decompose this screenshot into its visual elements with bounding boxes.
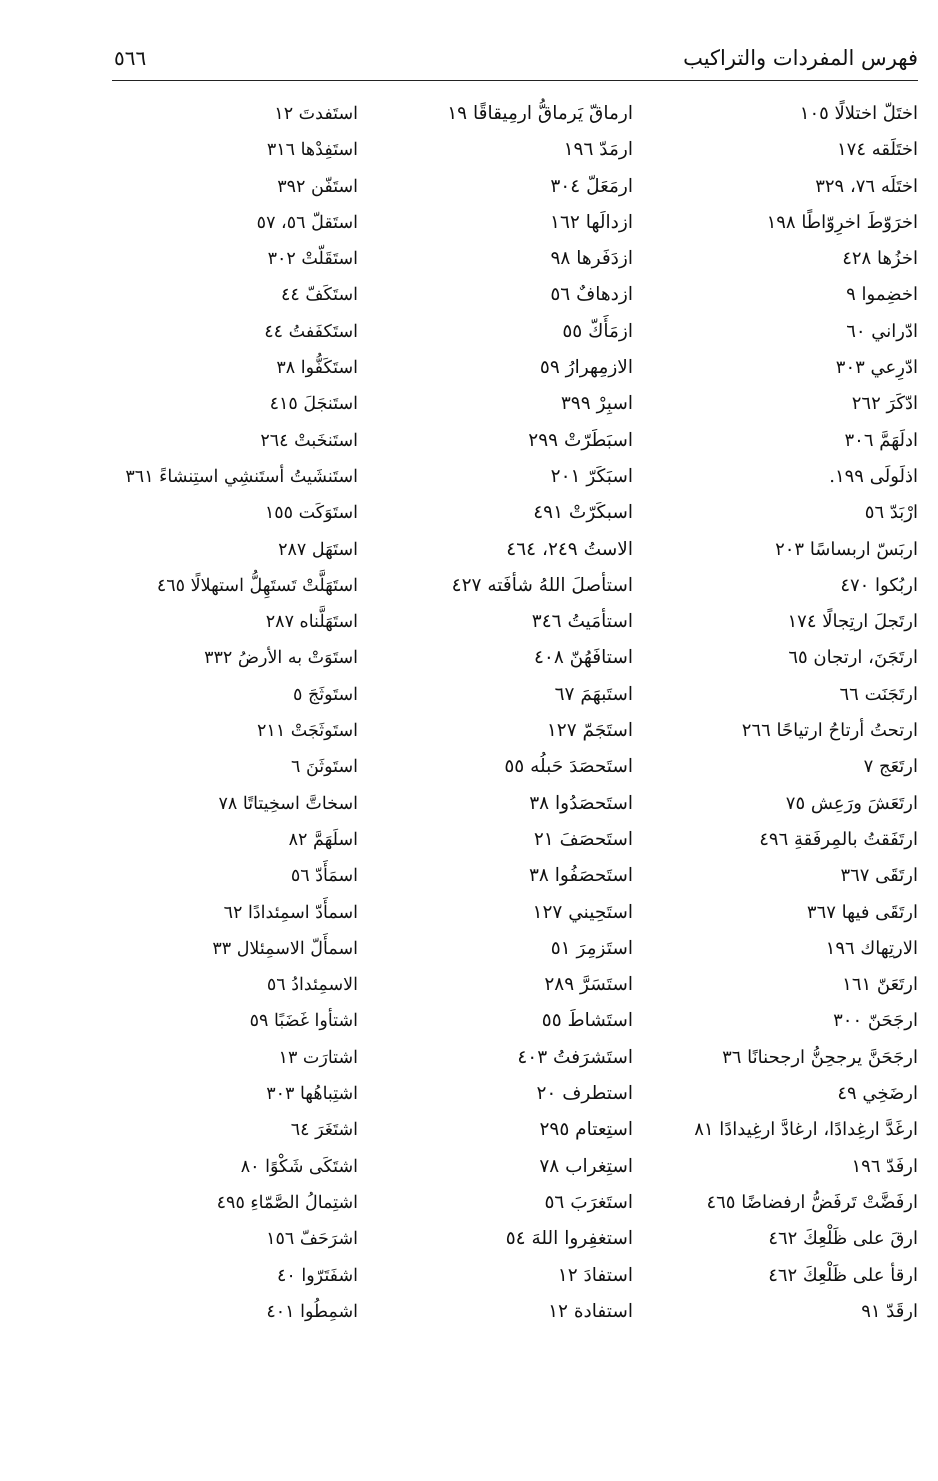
index-entry: اسبَطَرّتْ ٢٩٩ <box>528 429 633 451</box>
index-entry: ارتَعَج ٧ <box>863 756 918 778</box>
index-entry: ارتَعَنّ ١٦١ <box>842 974 918 996</box>
column-right <box>678 96 918 1330</box>
index-entry: اخزُها ٤٢٨ <box>842 248 918 270</box>
index-entry: ارضَخِي ٤٩ <box>837 1083 918 1105</box>
index-entry: استَحصَدُوا ٣٨ <box>529 792 633 814</box>
index-entry: اشتَغَرَ ٦٤ <box>290 1120 358 1141</box>
index-entry: استَشاطَ ٥٥ <box>541 1010 633 1032</box>
index-entry: استَوثَنَ ٦ <box>290 757 358 778</box>
index-entry: استَنخَبتْ ٢٦٤ <box>260 430 358 451</box>
index-entry: استَنجَلَ ٤١٥ <box>269 394 358 415</box>
index-entry: ارفَضَّتْ تَرفَضُّ ارفضاضًا ٤٦٥ <box>706 1191 918 1213</box>
index-entry: اسلَهَمَّ ٨٢ <box>288 829 358 850</box>
index-entry: اسبكَرّتْ ٤٩١ <box>533 502 633 524</box>
index-entry: استَكفَفتُ ٤٤ <box>264 321 358 342</box>
index-entry: ادلَهَمَّ ٣٠٦ <box>844 429 918 451</box>
index-entry: ارتَجلَ ارتِجالًا ١٧٤ <box>787 611 918 633</box>
index-entry: ارمَدّ ١٩٦ <box>563 139 633 161</box>
index-entry: اختَلَه ٧٦، ٣٢٩ <box>815 175 918 197</box>
index-entry: اشتأوا غَضَبًا ٥٩ <box>249 1011 358 1032</box>
index-entry: استفادة ١٢ <box>548 1300 633 1322</box>
index-entry: استَهَلَّتْ تَستَهِلُّ استهلالًا ٤٦٥ <box>156 575 358 596</box>
index-entry: ارغَدَّ ارغِدادًا، ارغادَّ ارغِيدادًا ٨١ <box>694 1119 918 1141</box>
index-columns <box>110 96 918 1326</box>
index-entry: استأمَيتُ ٣٤٦ <box>531 611 633 633</box>
index-entry: استَنشَيتُ أستَنشِي استِنشاءً ٣٦١ <box>125 466 358 487</box>
index-entry: استَقَلّتْ ٣٠٢ <box>267 249 358 270</box>
index-entry: ازدالَها ١٦٢ <box>550 211 633 233</box>
index-entry: اربَسّ اربساسًا ٢٠٣ <box>775 538 918 560</box>
index-entry: اسبَكَرّ ٢٠١ <box>550 465 633 487</box>
index-entry: اخضِموا ٩ <box>846 284 918 306</box>
index-entry: اسمَأَدّ ٥٦ <box>290 866 358 887</box>
index-entry: اشفَتَرّوا ٤٠ <box>276 1265 358 1286</box>
index-entry: ارجَحَنَّ يرجحِنُّ ارجحنانًا ٣٦ <box>722 1046 918 1068</box>
index-entry: الارتِهاك ١٩٦ <box>825 937 918 959</box>
index-entry: اختَلّ اختلالًا ١٠٥ <box>799 103 918 124</box>
index-entry: ازمَأَكّ ٥٥ <box>562 320 633 342</box>
index-entry: استَفِدْها ٣١٦ <box>266 140 358 161</box>
index-entry: ارقأ على ظَلْعِكَ ٤٦٢ <box>768 1264 918 1286</box>
index-entry: ارجَحَنّ ٣٠٠ <box>833 1010 918 1032</box>
index-entry: استِغراب ٧٨ <box>539 1155 633 1177</box>
index-entry: اشتَكَى شَكْوًا ٨٠ <box>240 1156 358 1177</box>
index-entry: الاسمِئدادُ ٥٦ <box>266 975 358 996</box>
index-entry: اذلَولَى ١٩٩. <box>829 465 918 487</box>
index-entry: اسمأَدّ اسمِئدادًا ٦٢ <box>223 902 358 923</box>
index-entry: استَجَمّ ١٢٧ <box>546 720 633 742</box>
index-entry: ازدَفَرها ٩٨ <box>550 248 633 270</box>
index-entry: استغفِروا اللهَ ٥٤ <box>505 1228 633 1250</box>
column-left <box>108 96 358 1330</box>
index-entry: اشتِباهُها ٣٠٣ <box>266 1084 358 1105</box>
index-entry: استَوثَجَ ٥ <box>293 684 358 705</box>
index-entry: الاستُ ٢٤٩، ٤٦٤ <box>506 538 633 560</box>
index-entry: استَوثَجَتْ ٢١١ <box>257 721 358 742</box>
index-entry: ازدهافٌ ٥٦ <box>550 284 633 306</box>
index-entry: استَسَرَّ ٢٨٩ <box>544 974 633 996</box>
index-entry: استفادَ ١٢ <box>557 1264 633 1286</box>
index-entry: ارتَعَشَ ورَعِش ٧٥ <box>785 792 918 814</box>
index-entry: اختَلَقه ١٧٤ <box>836 139 918 161</box>
index-entry: استَقلّ ٥٦، ٥٧ <box>256 212 358 233</box>
index-entry: استَغرَبَ ٥٦ <box>544 1191 633 1213</box>
index-entry: استافَهُنّ ٤٠٨ <box>533 647 633 669</box>
index-entry: ارفَدّ ١٩٦ <box>851 1155 918 1177</box>
index-entry: اسبِرْ ٣٩٩ <box>560 393 633 415</box>
index-entry: استَزمِرَ ٥١ <box>550 937 633 959</box>
index-entry: استَفدتَ ١٢ <box>274 104 358 124</box>
index-entry: استَكَفّ ٤٤ <box>281 285 358 306</box>
index-entry: اشمِطُوا ٤٠١ <box>266 1301 358 1322</box>
index-entry: استطرف ٢٠ <box>536 1083 633 1105</box>
index-entry: ارقَ على ظَلْعِكَ ٤٦٢ <box>768 1228 918 1250</box>
index-entry: استَبهَمَ ٦٧ <box>554 683 633 705</box>
index-entry: اسخاتَّ اسخِيتاتًا ٧٨ <box>218 793 358 814</box>
index-entry: استَفّن ٣٩٢ <box>277 176 358 197</box>
index-entry: ادّراني ٦٠ <box>846 320 918 342</box>
header-title: فهرس المفردات والتراكيب <box>683 46 918 70</box>
index-entry: اخرَوّطَ اخرِوّاطًا ١٩٨ <box>766 211 918 233</box>
index-entry: ارتَجَنَ، ارتجان ٦٥ <box>788 647 918 669</box>
index-entry: اشتِمالُ الصَّمّاءِ ٤٩٥ <box>216 1192 358 1213</box>
index-entry: اربُكوا ٤٧٠ <box>840 574 918 596</box>
index-entry: استِعتام ٢٩٥ <box>539 1119 633 1141</box>
index-entry: ارقَدّ ٩١ <box>861 1300 918 1322</box>
index-entry: ادّرِعي ٣٠٣ <box>835 357 918 379</box>
index-entry: استَحِيني ١٢٧ <box>532 901 633 923</box>
index-entry: اسمأَلّ الاسمِئلال ٣٣ <box>212 938 358 959</box>
index-entry: ارتَفَقتُ بالمِرفَقةِ ٤٩٦ <box>759 828 918 850</box>
index-entry: استَوَتْ به الأرضُ ٣٣٢ <box>204 648 358 669</box>
index-entry: ارْبَدّ ٥٦ <box>864 502 918 524</box>
index-entry: استَكَفُّوا ٣٨ <box>276 358 358 379</box>
index-entry: استَهَل ٢٨٧ <box>278 539 358 560</box>
index-entry: اشتارَت ١٣ <box>278 1047 358 1068</box>
index-entry: ارتحتُ أرتاحُ ارتياحًا ٢٦٦ <box>741 720 918 742</box>
index-entry: استَوَكَت ١٥٥ <box>264 503 358 524</box>
index-entry: استَحصَدَ حَبلُه ٥٥ <box>504 756 633 778</box>
index-entry: ارتَقَى فيها ٣٦٧ <box>806 901 918 923</box>
index-entry: اشرَحَفّ ١٥٦ <box>266 1229 358 1250</box>
index-entry: استَحصَفَ ٢١ <box>533 828 633 850</box>
index-entry: استَهَلَّناه ٢٨٧ <box>265 612 358 633</box>
index-entry: استَشرَفتُ ٤٠٣ <box>517 1046 633 1068</box>
page-header <box>112 44 918 81</box>
index-entry: ارتَجَنَت ٦٦ <box>839 683 918 705</box>
index-entry: ادّكَرَ ٢٦٢ <box>851 393 918 415</box>
page-number: ٥٦٦ <box>114 46 147 70</box>
index-entry: ارتَقَى ٣٦٧ <box>840 865 918 887</box>
index-entry: استَحصَفُوا ٣٨ <box>528 865 633 887</box>
column-middle <box>403 96 633 1330</box>
index-entry: ارمَعَلّ ٣٠٤ <box>550 175 633 197</box>
index-entry: استأصلَ اللهُ شأفَته ٤٢٧ <box>451 574 633 596</box>
index-entry: الازمِهرارُ ٥٩ <box>539 357 633 379</box>
index-entry: ارماقّ يَرماقُّ ارمِيقاقًا ١٩ <box>447 103 633 124</box>
